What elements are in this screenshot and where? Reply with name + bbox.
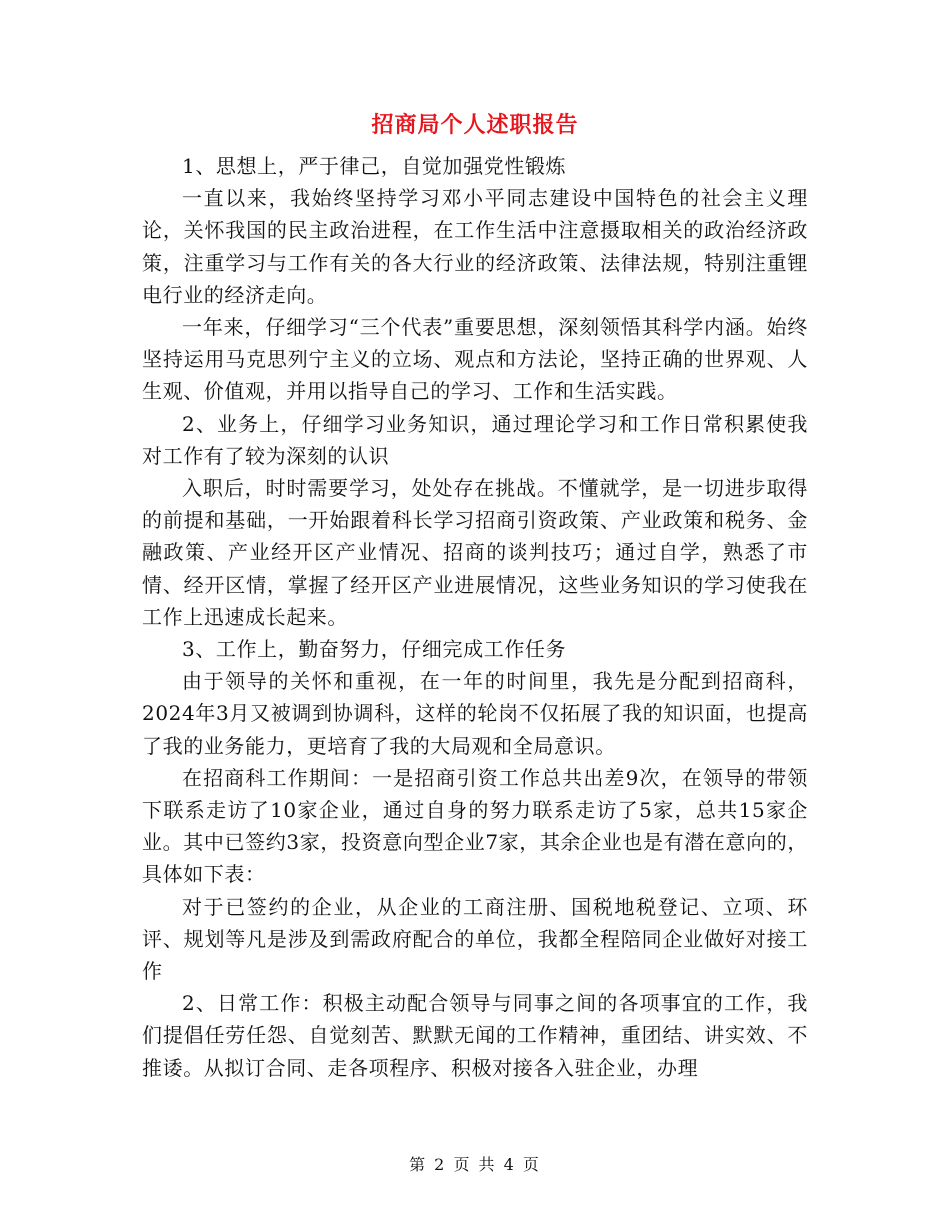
paragraph: 一年来，仔细学习“三个代表”重要思想，深刻领悟其科学内涵。始终坚持运用马克思列宁主义的立场、观点和方法论，坚持正确的世界观、人生观、价值观，并用以指导自己的学习、工作和生活实践。 [142,315,808,404]
paragraph: 对于已签约的企业，从企业的工商注册、国税地税登记、立项、环评、规划等凡是涉及到需政府配合的单位，我都全程陪同企业做好对接工作 [142,894,808,984]
paragraph-heading-2: 2、业务上，仔细学习业务知识，通过理论学习和工作日常积累使我对工作有了较为深刻的认识 [142,411,808,468]
paragraph: 2、日常工作：积极主动配合领导与同事之间的各项事宜的工作，我们提倡任劳任怨、自觉刻苦、默默无闻的工作精神，重团结、讲实效、不推诿。从拟订合同、走各项程序、积极对接各入驻企业，办理 [142,991,808,1080]
document-title: 招商局个人述职报告 [371,112,579,138]
paragraph: 入职后，时时需要学习，处处存在挑战。不懂就学，是一切进步取得的前提和基础，一开始跟着科长学习招商引资政策、产业政策和税务、金融政策、产业经开区产业情况、招商的谈判技巧；通过自学，熟悉了市情、经开区情，掌握了经开区产业进展情况，这些业务知识的学习使我在工作上迅速成长起来。 [142,476,808,629]
page-number-footer: 第 2 页 共 4 页 [409,1155,541,1174]
paragraph-heading-3: 3、工作上，勤奋努力，仔细完成工作任务 [182,637,567,662]
paragraph: 在招商科工作期间：一是招商引资工作总共出差9次，在领导的带领下联系走访了10家企业，通过自身的努力联系走访了5家，总共15家企业。其中已签约3家，投资意向型企业7家，其余企业也是有潜在意向的，具体如下表： [142,765,808,887]
paragraph: 一直以来，我始终坚持学习邓小平同志建设中国特色的社会主义理论，关怀我国的民主政治进程，在工作生活中注意摄取相关的政治经济政策，注重学习与工作有关的各大行业的经济政策、法律法规，特别注重锂电行业的经济走向。 [142,186,808,307]
document-body [142,150,808,1084]
paragraph: 由于领导的关怀和重视，在一年的时间里，我先是分配到招商科，2024年3月又被调到协调科，这样的轮岗不仅拓展了我的知识面，也提高了我的业务能力，更培育了我的大局观和全局意识。 [142,669,808,758]
paragraph-heading-1: 1、思想上，严于律己，自觉加强党性锻炼 [182,154,567,178]
